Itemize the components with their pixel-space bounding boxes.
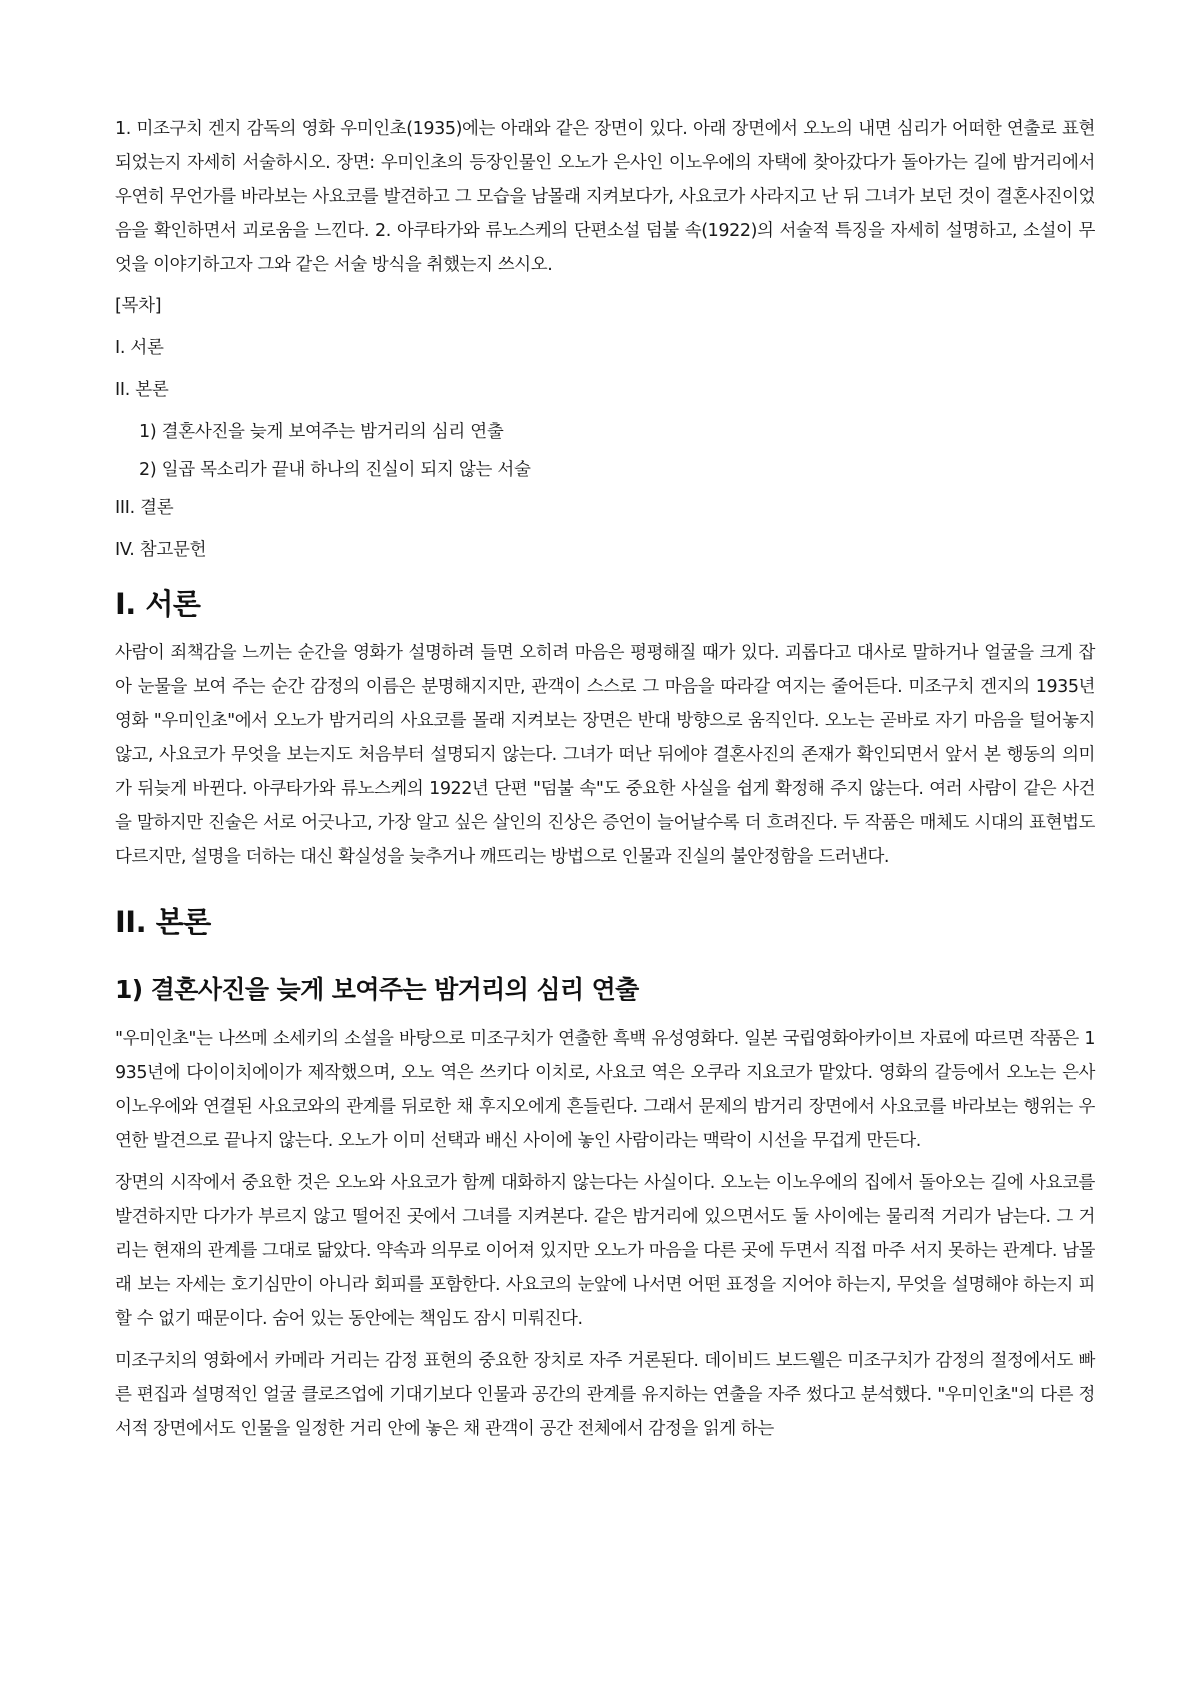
toc-item-references: IV. 참고문헌 <box>115 540 207 560</box>
body-sub1-heading: 1) 결혼사진을 늦게 보여주는 밤거리의 심리 연출 <box>115 975 639 1004</box>
intro-heading: I. 서론 <box>115 587 201 621</box>
toc-item-body-1: 1) 결혼사진을 늦게 보여주는 밤거리의 심리 연출 <box>139 422 504 442</box>
toc-item-body: II. 본론 <box>115 380 169 400</box>
body-sub1-paragraph-1: "우미인초"는 나쓰메 소세키의 소설을 바탕으로 미조구치가 연출한 흑백 유성영화다. 일본 국립영화아카이브 자료에 따르면 작품은 1935년에 다이이치에이가 제작했으며, 오노 역은 쓰키다 이치로, 사요코 역은 오쿠라 지요코가 맡았다. 영화의 갈등에서 오노는 은사 이노우에와 연결된 사요코와의 관계를 뒤로한 채 후지오에게 흔들린다. 그래서 문제의 밤거리 장면에서 사요코를 바라보는 행위는 우연한 발견으로 끝나지 않는다. 오노가 이미 선택과 배신 사이에 놓인 사람이라는 맥락이 시선을 무겁게 만든다. <box>115 1029 1095 1151</box>
assignment-prompt: 1. 미조구치 겐지 감독의 영화 우미인초(1935)에는 아래와 같은 장면이 있다. 아래 장면에서 오노의 내면 심리가 어떠한 연출로 표현되었는지 자세히 서술하시오. 장면: 우미인초의 등장인물인 오노가 은사인 이노우에의 자택에 찾아갔다가 돌아가는 길에 밤거리에서 우연히 무언가를 바라보는 사요코를 발견하고 그 모습을 남몰래 지켜보다가, 사요코가 사라지고 난 뒤 그녀가 보던 것이 결혼사진이었음을 확인하면서 괴로움을 느낀다. 2. 아쿠타가와 류노스케의 단편소설 덤불 속(1922)의 서술적 특징을 자세히 설명하고, 소설이 무엇을 이야기하고자 그와 같은 서술 방식을 취했는지 쓰시오. <box>115 119 1095 275</box>
toc-item-body-2: 2) 일곱 목소리가 끝내 하나의 진실이 되지 않는 서술 <box>139 460 531 480</box>
body-heading: II. 본론 <box>115 905 211 939</box>
toc-item-intro: I. 서론 <box>115 338 164 358</box>
intro-paragraph: 사람이 죄책감을 느끼는 순간을 영화가 설명하려 들면 오히려 마음은 평평해질 때가 있다. 괴롭다고 대사로 말하거나 얼굴을 크게 잡아 눈물을 보여 주는 순간 감정의 이름은 분명해지지만, 관객이 스스로 그 마음을 따라갈 여지는 줄어든다. 미조구치 겐지의 1935년 영화 "우미인초"에서 오노가 밤거리의 사요코를 몰래 지켜보는 장면은 반대 방향으로 움직인다. 오노는 곧바로 자기 마음을 털어놓지 않고, 사요코가 무엇을 보는지도 처음부터 설명되지 않는다. 그녀가 떠난 뒤에야 결혼사진의 존재가 확인되면서 앞서 본 행동의 의미가 뒤늦게 바뀐다. 아쿠타가와 류노스케의 1922년 단편 "덤불 속"도 중요한 사실을 쉽게 확정해 주지 않는다. 여러 사람이 같은 사건을 말하지만 진술은 서로 어긋나고, 가장 알고 싶은 살인의 진상은 증언이 늘어날수록 더 흐려진다. 두 작품은 매체도 시대의 표현법도 다르지만, 설명을 더하는 대신 확실성을 늦추거나 깨뜨리는 방법으로 인물과 진실의 불안정함을 드러낸다. <box>115 643 1095 867</box>
body-sub1-paragraph-3: 미조구치의 영화에서 카메라 거리는 감정 표현의 중요한 장치로 자주 거론된다. 데이비드 보드웰은 미조구치가 감정의 절정에서도 빠른 편집과 설명적인 얼굴 클로즈업에 기대기보다 인물과 공간의 관계를 유지하는 연출을 자주 썼다고 분석했다. "우미인초"의 다른 정서적 장면에서도 인물을 일정한 거리 안에 놓은 채 관객이 공간 전체에서 감정을 읽게 하는 <box>115 1351 1095 1439</box>
toc-title: [목차] <box>115 296 162 316</box>
toc-item-conclusion: III. 결론 <box>115 498 174 518</box>
table-of-contents <box>115 294 1095 562</box>
document-page <box>115 112 1095 1446</box>
body-sub1-paragraph-2: 장면의 시작에서 중요한 것은 오노와 사요코가 함께 대화하지 않는다는 사실이다. 오노는 이노우에의 집에서 돌아오는 길에 사요코를 발견하지만 다가가 부르지 않고 떨어진 곳에서 그녀를 지켜본다. 같은 밤거리에 있으면서도 둘 사이에는 물리적 거리가 남는다. 그 거리는 현재의 관계를 그대로 닮았다. 약속과 의무로 이어져 있지만 오노가 마음을 다른 곳에 두면서 직접 마주 서지 못하는 관계다. 남몰래 보는 자세는 호기심만이 아니라 회피를 포함한다. 사요코의 눈앞에 나서면 어떤 표정을 지어야 하는지, 무엇을 설명해야 하는지 피할 수 없기 때문이다. 숨어 있는 동안에는 책임도 잠시 미뤄진다. <box>115 1173 1095 1329</box>
